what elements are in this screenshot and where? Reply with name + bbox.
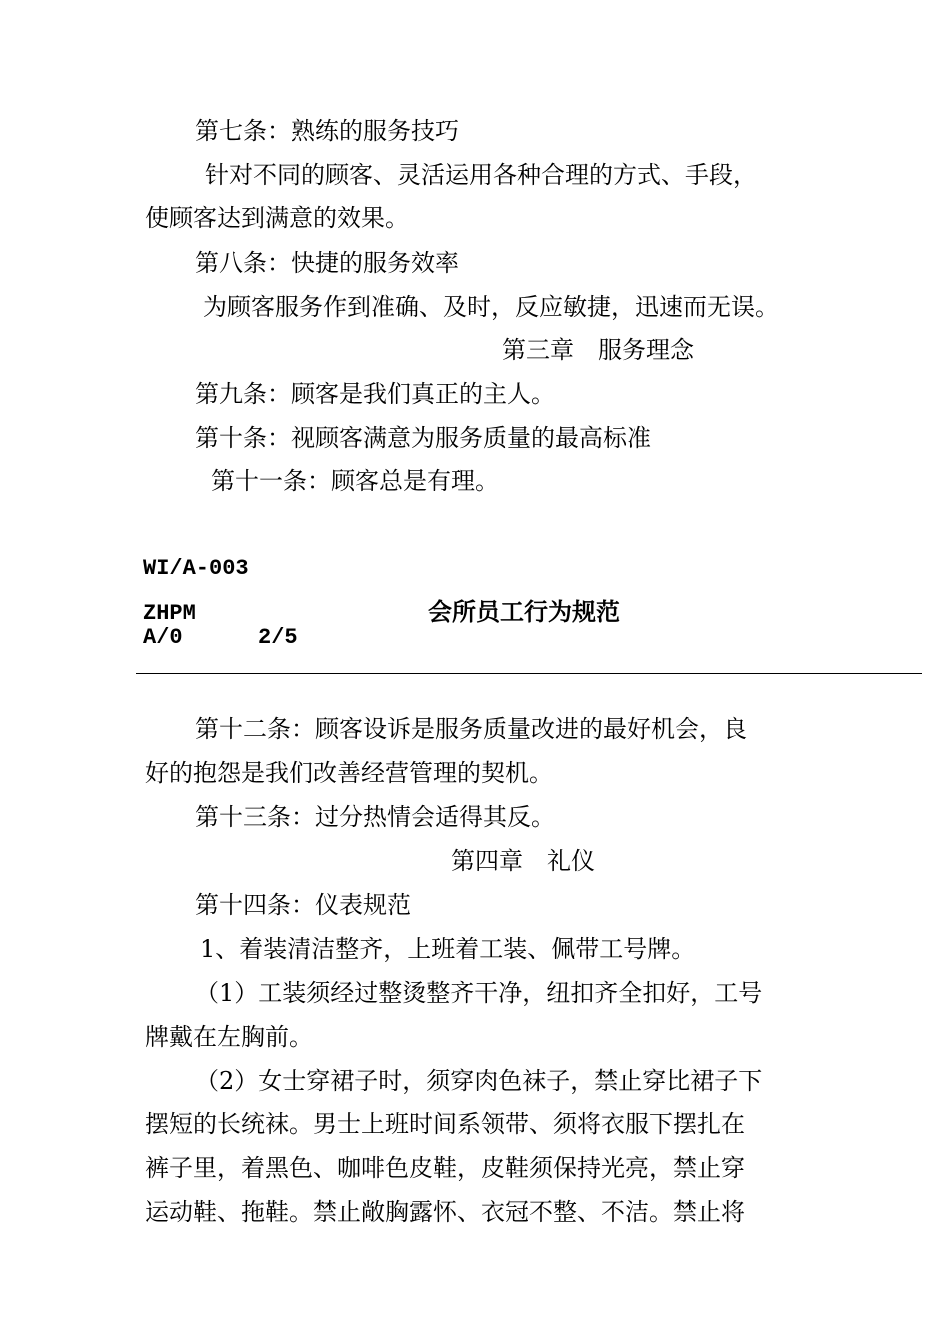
item-1-2-line-2: 摆短的长统袜。男士上班时间系领带、须将衣服下摆扎在 <box>145 1110 745 1138</box>
article-7-body-line-2: 使顾客达到满意的效果。 <box>145 204 409 232</box>
item-1-1-line-1: （1）工装须经过整烫整齐干净，纽扣齐全扣好，工号 <box>195 979 763 1007</box>
article-7-body-line-1: 针对不同的顾客、灵活运用各种合理的方式、手段， <box>205 161 757 189</box>
chapter-4-heading: 第四章 礼仪 <box>451 847 595 875</box>
item-1-2-line-4: 运动鞋、拖鞋。禁止敞胸露怀、衣冠不整、不洁。禁止将 <box>145 1198 745 1226</box>
chapter-3-heading: 第三章 服务理念 <box>502 336 694 364</box>
article-8-title: 第八条：快捷的服务效率 <box>195 249 459 277</box>
item-1-2-line-3: 裤子里，着黑色、咖啡色皮鞋，皮鞋须保持光亮，禁止穿 <box>145 1154 745 1182</box>
article-10: 第十条：视顾客满意为服务质量的最高标准 <box>195 424 651 452</box>
article-11: 第十一条：顾客总是有理。 <box>211 467 499 495</box>
doc-code: WI/A-003 <box>143 556 249 581</box>
page-number: 2/5 <box>258 625 298 650</box>
article-14: 第十四条：仪表规范 <box>195 891 411 919</box>
article-12-line-1: 第十二条：顾客设诉是服务质量改进的最好机会，良 <box>195 715 747 743</box>
article-13: 第十三条：过分热情会适得其反。 <box>195 803 555 831</box>
article-8-body: 为顾客服务作到准确、及时，反应敏捷，迅速而无误。 <box>203 293 779 321</box>
document-title: 会所员工行为规范 <box>428 597 620 626</box>
article-7-title: 第七条：熟练的服务技巧 <box>195 117 459 145</box>
company-code: ZHPM <box>143 601 196 626</box>
item-1-1-line-2: 牌戴在左胸前。 <box>145 1023 313 1051</box>
header-divider <box>136 673 922 674</box>
item-1: 1、着装清洁整齐，上班着工装、佩带工号牌。 <box>200 935 696 963</box>
article-9: 第九条：顾客是我们真正的主人。 <box>195 380 555 408</box>
version: A/0 <box>143 625 183 650</box>
article-12-line-2: 好的抱怨是我们改善经营管理的契机。 <box>145 759 553 787</box>
item-1-2-line-1: （2）女士穿裙子时，须穿肉色袜子，禁止穿比裙子下 <box>195 1067 763 1095</box>
